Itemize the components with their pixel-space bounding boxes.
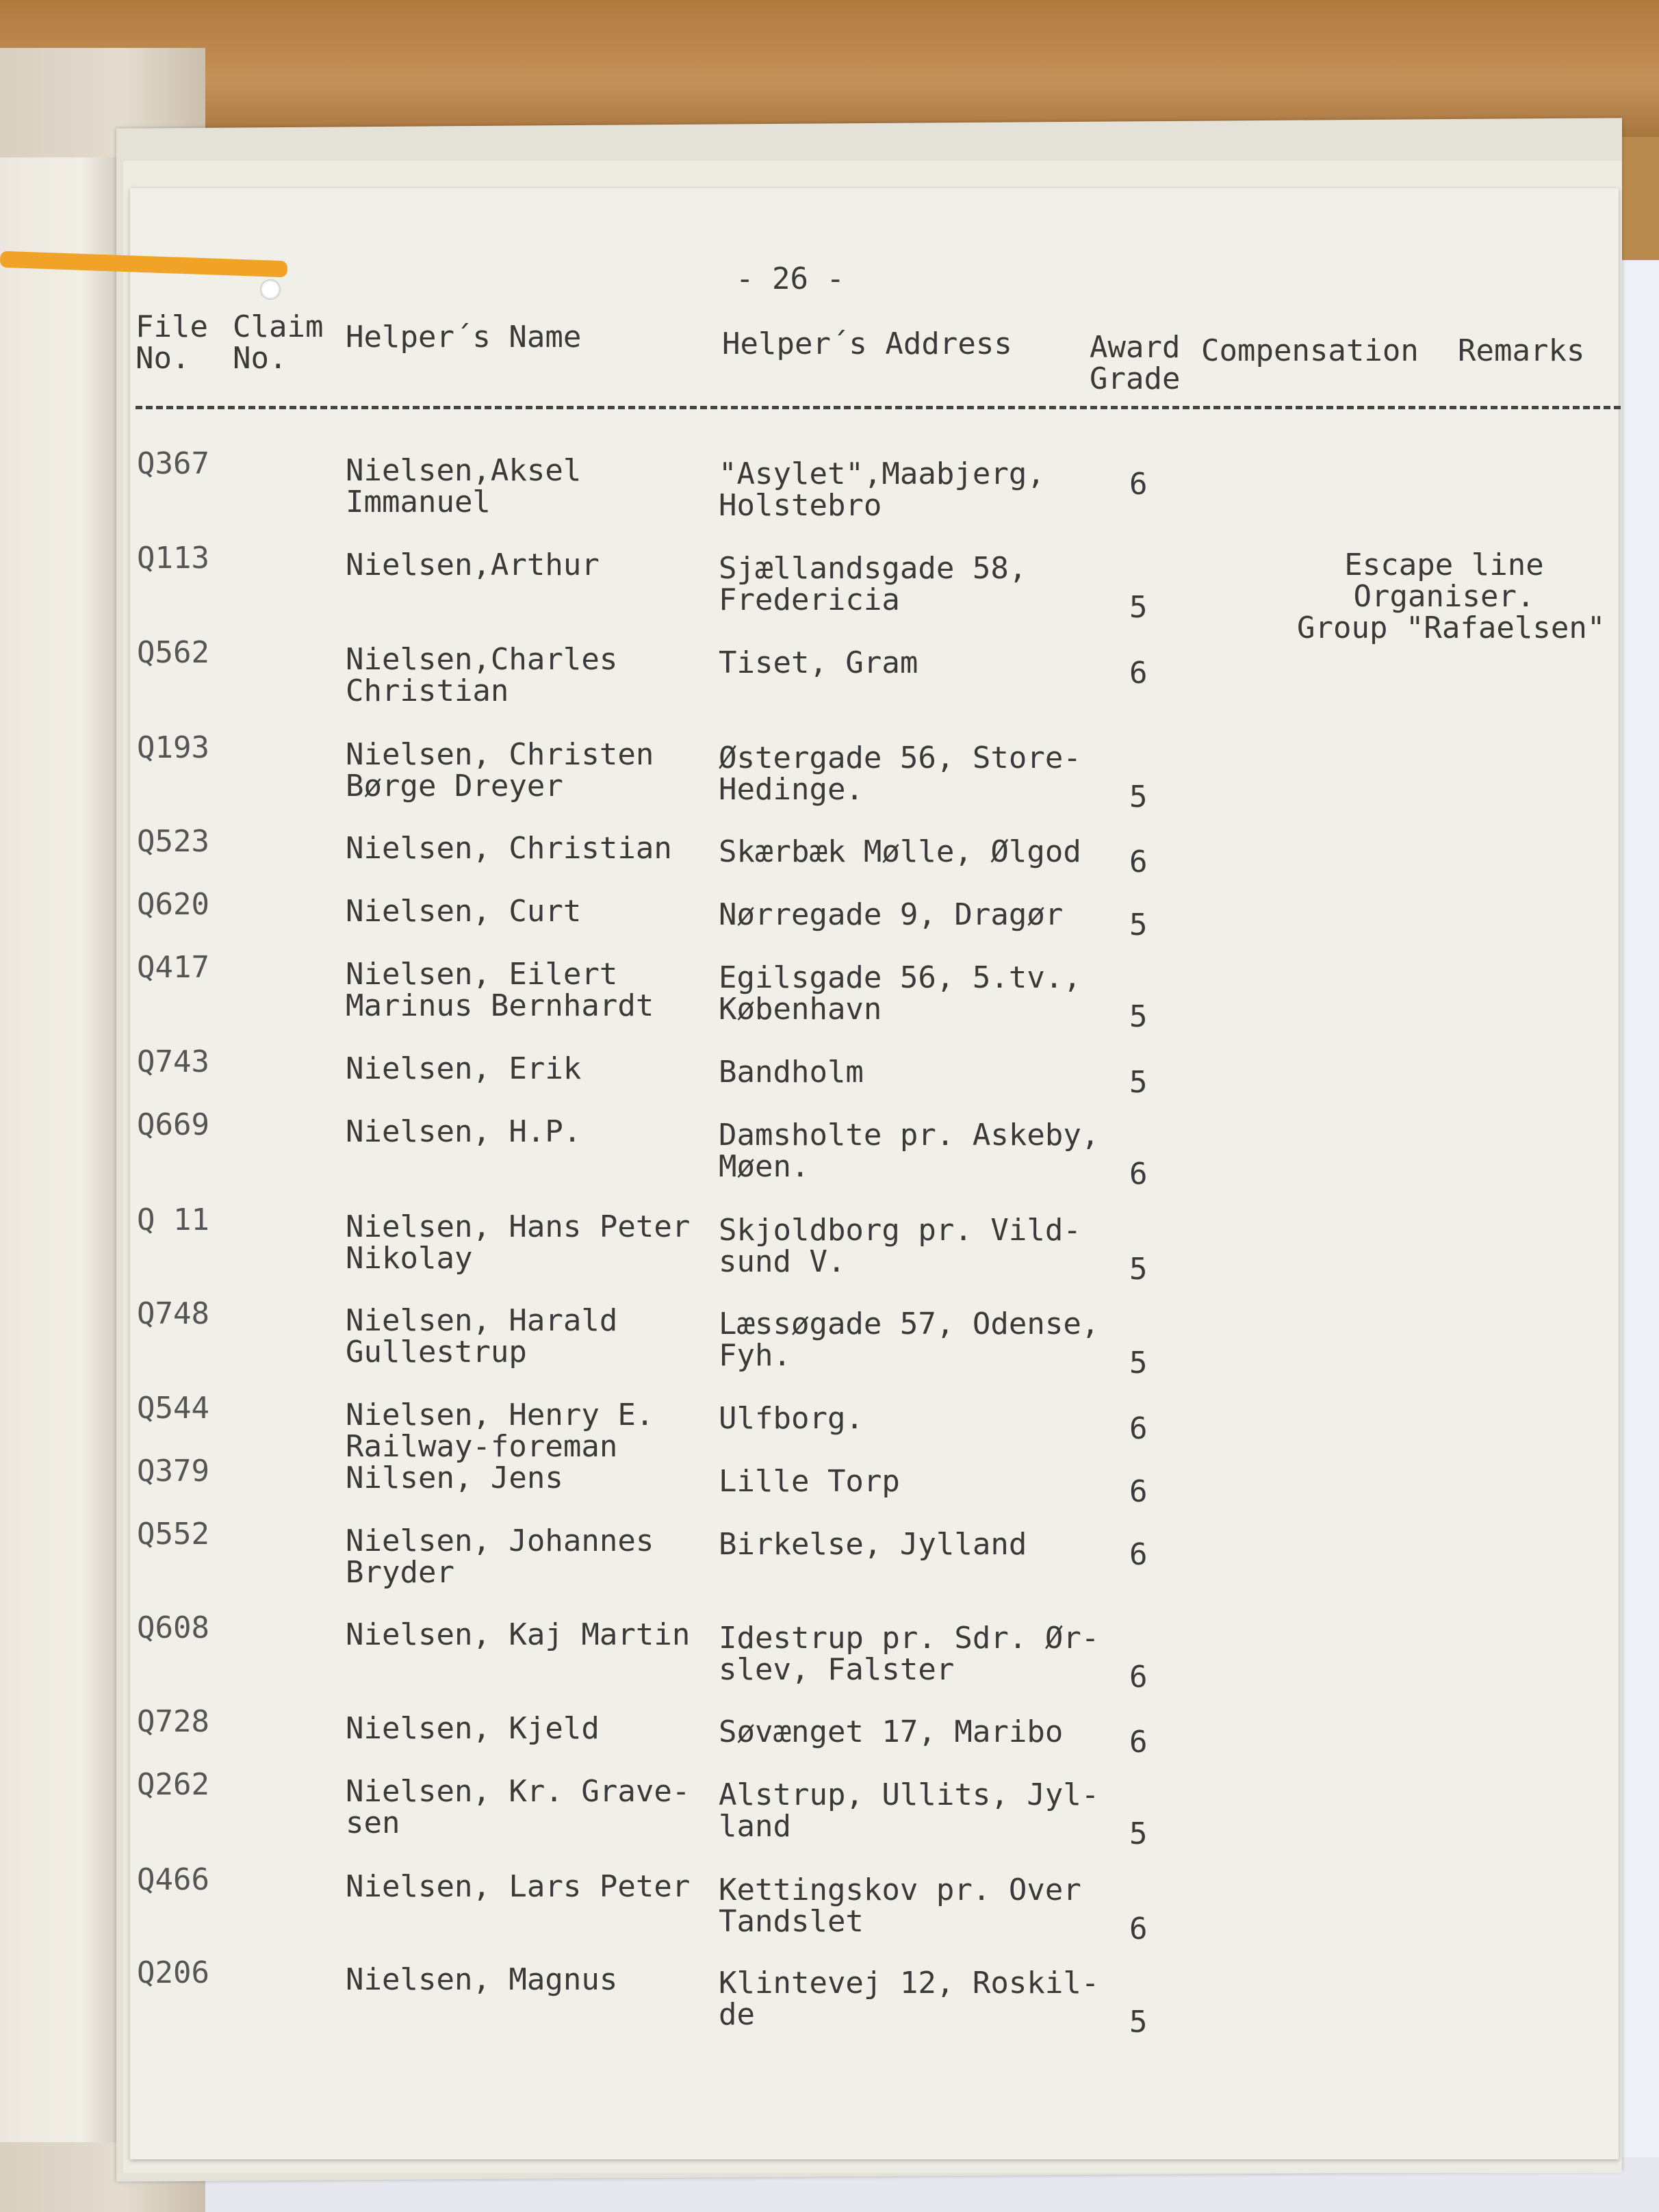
- remarks-cell: Escape line Organiser. Group "Rafaelsen": [1297, 548, 1606, 645]
- table-surface: [0, 0, 1659, 137]
- helper-address-cell: Idestrup pr. Sdr. Ør- slev, Falster: [719, 1621, 1100, 1687]
- award-grade-cell: 6: [1129, 1157, 1148, 1192]
- helper-address-cell: Alstrup, Ullits, Jyl- land: [719, 1777, 1100, 1844]
- helper-name-cell: Nielsen, Curt: [346, 894, 582, 929]
- header-helper-address: Helper´s Address: [722, 326, 1012, 361]
- file-no-cell: Q562: [137, 635, 209, 670]
- document-page: [130, 188, 1619, 2159]
- file-no-cell: Q193: [137, 730, 209, 765]
- helper-address-cell: Søvænget 17, Maribo: [719, 1714, 1064, 1749]
- award-grade-cell: 5: [1129, 1816, 1148, 1851]
- award-grade-cell: 6: [1129, 1537, 1148, 1572]
- file-no-cell: Q748: [137, 1296, 209, 1331]
- header-compensation: Compensation: [1201, 333, 1419, 368]
- punch-hole: [260, 279, 281, 300]
- award-grade-cell: 5: [1129, 780, 1148, 814]
- helper-address-cell: Lille Torp: [719, 1464, 900, 1499]
- award-grade-cell: 6: [1129, 1411, 1148, 1446]
- award-grade-cell: 5: [1129, 999, 1148, 1034]
- helper-address-cell: Kettingskov pr. Over Tandslet: [719, 1873, 1081, 1939]
- helper-address-cell: Egilsgade 56, 5.tv., København: [719, 960, 1081, 1027]
- helper-name-cell: Nilsen, Jens: [346, 1461, 563, 1495]
- helper-name-cell: Nielsen, Magnus: [346, 1962, 618, 1997]
- helper-name-cell: Nielsen, Hans Peter Nikolay: [346, 1209, 691, 1276]
- helper-address-cell: Bandholm: [719, 1055, 864, 1090]
- file-no-cell: Q552: [137, 1517, 209, 1552]
- left-page-stack: [0, 157, 118, 2142]
- page-number: - 26 -: [736, 261, 845, 296]
- award-grade-cell: 6: [1129, 1474, 1148, 1509]
- helper-address-cell: Nørregade 9, Dragør: [719, 897, 1064, 932]
- award-grade-cell: 5: [1129, 1065, 1148, 1100]
- award-grade-cell: 6: [1129, 845, 1148, 879]
- award-grade-cell: 6: [1129, 1725, 1148, 1760]
- file-no-cell: Q262: [137, 1767, 209, 1802]
- award-grade-cell: 5: [1129, 590, 1148, 625]
- helper-address-cell: Sjællandsgade 58, Fredericia: [719, 551, 1027, 617]
- helper-name-cell: Nielsen, Kjeld: [346, 1711, 600, 1746]
- helper-name-cell: Nielsen, Harald Gullestrup: [346, 1303, 618, 1369]
- helper-address-cell: Læssøgade 57, Odense, Fyh.: [719, 1307, 1100, 1373]
- helper-address-cell: Tiset, Gram: [719, 645, 918, 680]
- file-no-cell: Q417: [137, 950, 209, 985]
- helper-address-cell: Østergade 56, Store- Hedinge.: [719, 741, 1081, 807]
- helper-address-cell: Skærbæk Mølle, Ølgod: [719, 834, 1081, 869]
- helper-name-cell: Nielsen, Christian: [346, 831, 672, 866]
- award-grade-cell: 5: [1129, 1346, 1148, 1380]
- header-rule: [136, 406, 1621, 409]
- helper-name-cell: Nielsen, Kr. Grave- sen: [346, 1774, 691, 1840]
- header-remarks: Remarks: [1458, 333, 1585, 368]
- helper-name-cell: Nielsen, Johannes Bryder: [346, 1523, 654, 1590]
- helper-name-cell: Nielsen,Charles Christian: [346, 642, 618, 708]
- helper-name-cell: Nielsen,Aksel Immanuel: [346, 453, 582, 519]
- award-grade-cell: 5: [1129, 1252, 1148, 1287]
- header-helper-name: Helper´s Name: [346, 320, 582, 355]
- file-no-cell: Q743: [137, 1044, 209, 1079]
- award-grade-cell: 5: [1129, 2005, 1148, 2040]
- file-no-cell: Q206: [137, 1955, 209, 1990]
- header-claim-no: Claim No.: [233, 309, 324, 376]
- award-grade-cell: 6: [1129, 656, 1148, 691]
- file-no-cell: Q523: [137, 824, 209, 859]
- header-award-grade: Award Grade: [1090, 330, 1181, 396]
- helper-address-cell: Birkelse, Jylland: [719, 1527, 1027, 1562]
- award-grade-cell: 6: [1129, 1660, 1148, 1695]
- helper-name-cell: Nielsen, H.P.: [346, 1114, 582, 1149]
- file-no-cell: Q466: [137, 1862, 209, 1897]
- helper-address-cell: Damsholte pr. Askeby, Møen.: [719, 1118, 1100, 1184]
- helper-name-cell: Nielsen, Erik: [346, 1051, 582, 1086]
- helper-name-cell: Nielsen, Eilert Marinus Bernhardt: [346, 957, 654, 1023]
- helper-address-cell: Klintevej 12, Roskil- de: [719, 1966, 1100, 2032]
- file-no-cell: Q608: [137, 1610, 209, 1645]
- file-no-cell: Q379: [137, 1454, 209, 1489]
- award-grade-cell: 6: [1129, 1912, 1148, 1946]
- helper-address-cell: Ulfborg.: [719, 1401, 864, 1436]
- file-no-cell: Q669: [137, 1107, 209, 1142]
- file-no-cell: Q728: [137, 1704, 209, 1739]
- header-file-no: File No.: [136, 309, 208, 376]
- background-surface: [1618, 260, 1659, 2212]
- helper-address-cell: "Asylet",Maabjerg, Holstebro: [719, 456, 1045, 523]
- file-no-cell: Q544: [137, 1391, 209, 1426]
- helper-address-cell: Skjoldborg pr. Vild- sund V.: [719, 1213, 1081, 1279]
- helper-name-cell: Nielsen, Kaj Martin: [346, 1617, 691, 1652]
- helper-name-cell: Nielsen,Arthur: [346, 548, 600, 582]
- helper-name-cell: Nielsen, Henry E. Railway-foreman: [346, 1398, 654, 1464]
- helper-name-cell: Nielsen, Christen Børge Dreyer: [346, 737, 654, 803]
- award-grade-cell: 6: [1129, 467, 1148, 502]
- award-grade-cell: 5: [1129, 908, 1148, 942]
- file-no-cell: Q620: [137, 887, 209, 922]
- file-no-cell: Q367: [137, 446, 209, 481]
- file-no-cell: Q113: [137, 541, 209, 576]
- helper-name-cell: Nielsen, Lars Peter: [346, 1869, 691, 1904]
- file-no-cell: Q 11: [137, 1203, 209, 1237]
